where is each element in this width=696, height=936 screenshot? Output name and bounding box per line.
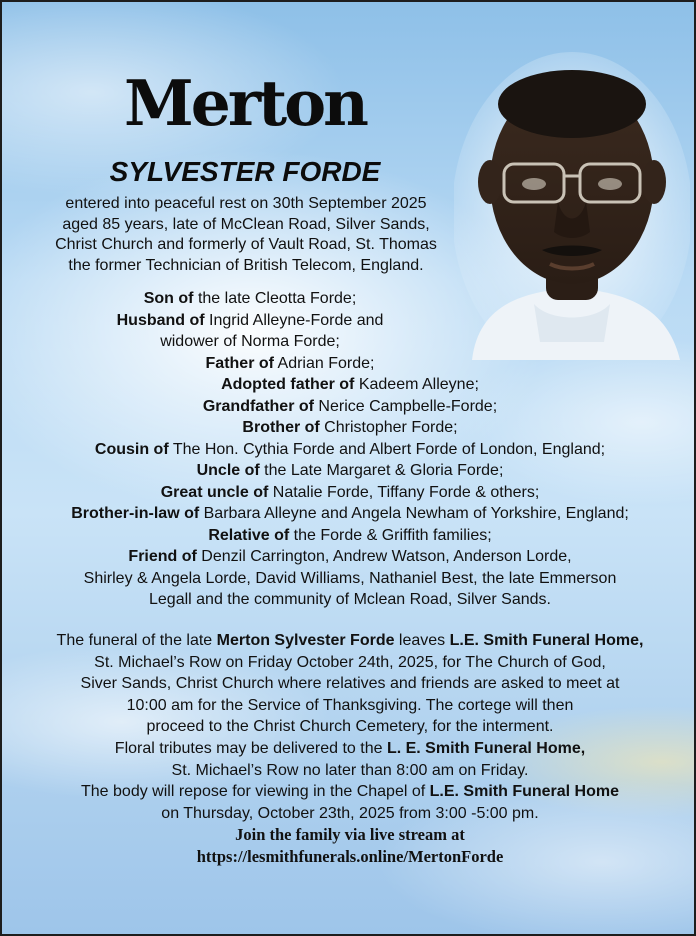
relation-names: Denzil Carrington, Andrew Watson, Anderson Lorde, — [196, 548, 572, 565]
given-names-heading: SYLVESTER FORDE — [109, 156, 381, 187]
relations-list — [2, 288, 696, 611]
relation-line — [2, 503, 696, 525]
relation-label: Brother of — [242, 419, 320, 436]
relation-label: Uncle of — [196, 462, 260, 479]
relation-label: Grandfather of — [202, 397, 314, 415]
relation-label: Friend of — [128, 548, 197, 565]
relation-line — [2, 525, 696, 547]
funeral-line: 10:00 am for the Service of Thanksgiving. The cortege will then — [126, 696, 574, 714]
funeral-line: St. Michael’s Row no later than 8:00 am on Friday. — [171, 761, 529, 779]
intro-paragraph — [2, 194, 490, 276]
relation-names: Adrian Forde; — [273, 354, 375, 372]
relation-label: Father of — [205, 354, 274, 372]
relation-names: Shirley & Angela Lorde, David Williams, Nathaniel Best, the late Emmerson — [83, 569, 617, 587]
funeral-home-name: L.E. Smith Funeral Home, — [449, 632, 644, 649]
intro-line: the former Technician of British Telecom, England. — [68, 256, 424, 274]
funeral-line: on Thursday, October 23th, 2025 from 3:00 -5:00 pm. — [161, 804, 539, 822]
relation-names: Barbara Alleyne and Angela Newham of Yorkshire, England; — [199, 505, 629, 522]
funeral-text: Floral tributes may be delivered to the — [114, 739, 387, 757]
surname-heading: Merton — [124, 66, 366, 140]
relation-label: Cousin of — [94, 440, 169, 458]
relation-line — [2, 417, 696, 439]
relation-line — [2, 331, 696, 353]
relation-label: Son of — [143, 290, 194, 307]
relation-line — [2, 439, 696, 461]
relation-names: Legall and the community of Mclean Road, Silver Sands. — [149, 591, 551, 608]
funeral-line: proceed to the Christ Church Cemetery, for the interment. — [146, 718, 554, 736]
funeral-line — [2, 738, 696, 760]
funeral-text: The body will repose for viewing in the Chapel of — [81, 783, 430, 801]
funeral-text: The funeral of the late — [56, 632, 217, 649]
relation-names: the Forde & Griffith families; — [289, 526, 492, 544]
intro-line: entered into peaceful rest on 30th September 2025 — [65, 195, 427, 212]
intro-line: aged 85 years, late of McClean Road, Silver Sands, — [62, 215, 430, 233]
funeral-line — [2, 630, 696, 652]
live-stream-text: Join the family via live stream at — [235, 825, 465, 845]
relation-label: Relative of — [208, 526, 290, 544]
relation-label: Adopted father of — [221, 376, 355, 393]
relation-label: Brother-in-law of — [71, 505, 200, 522]
deceased-name: Merton Sylvester Forde — [216, 632, 395, 649]
relation-names: The Hon. Cythia Forde and Albert Forde of London, England; — [168, 440, 606, 458]
relation-line — [2, 374, 696, 396]
relation-line — [2, 482, 696, 504]
relation-line — [2, 310, 696, 332]
relation-label: Great uncle of — [160, 483, 269, 501]
relation-names: Nerice Campbelle-Forde; — [313, 397, 498, 415]
relation-line — [2, 546, 696, 568]
relation-label: Husband of — [116, 311, 205, 329]
relation-names: the late Cleotta Forde; — [193, 290, 357, 307]
relation-line — [2, 288, 696, 310]
funeral-line: Siver Sands, Christ Church where relatives and friends are asked to meet at — [80, 675, 620, 693]
relation-names: widower of Norma Forde; — [160, 333, 340, 350]
intro-line: Christ Church and formerly of Vault Road, St. Thomas — [55, 236, 437, 253]
funeral-home-name: L.E. Smith Funeral Home — [429, 783, 619, 801]
funeral-details — [2, 630, 696, 868]
funeral-line: St. Michael’s Row on Friday October 24th, 2025, for The Church of God, — [94, 653, 606, 671]
funeral-text: leaves — [394, 632, 450, 649]
relation-line — [2, 353, 696, 375]
relation-names: Natalie Forde, Tiffany Forde & others; — [268, 483, 540, 501]
relation-names: Ingrid Alleyne-Forde and — [204, 311, 384, 329]
relation-line — [2, 568, 696, 590]
relation-names: Christopher Forde; — [319, 419, 458, 436]
funeral-line — [2, 781, 696, 803]
live-stream-link[interactable]: https://lesmithfunerals.online/MertonForde — [196, 846, 504, 866]
relation-line — [2, 460, 696, 482]
relation-line — [2, 396, 696, 418]
relation-names: Kadeem Alleyne; — [354, 376, 479, 393]
relation-names: the Late Margaret & Gloria Forde; — [259, 462, 504, 479]
funeral-home-name: L. E. Smith Funeral Home, — [386, 739, 586, 757]
relation-line — [2, 589, 696, 611]
